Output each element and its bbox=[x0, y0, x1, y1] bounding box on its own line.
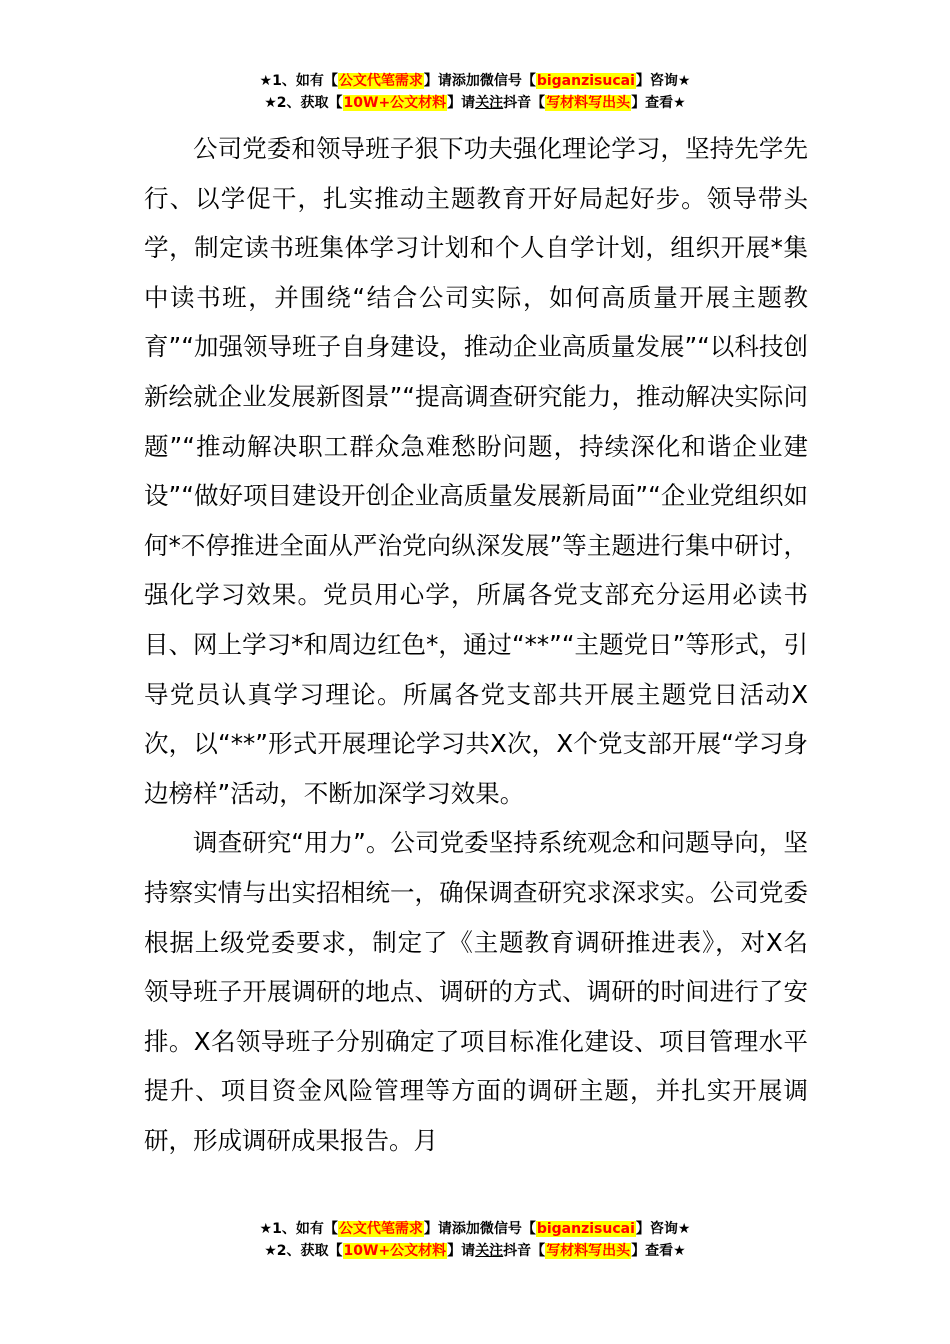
highlight-text: biganzisucai bbox=[536, 73, 635, 89]
banner-text: 】请 bbox=[447, 95, 476, 111]
highlight-text: 10W+公文材料 bbox=[343, 1243, 447, 1259]
header-banner bbox=[0, 70, 950, 114]
banner-text: 微信号【 bbox=[479, 73, 536, 89]
highlight-text: biganzisucai bbox=[536, 1221, 635, 1237]
banner-text: 】请 bbox=[423, 1221, 452, 1237]
banner-text: 】请 bbox=[423, 73, 452, 89]
document-body bbox=[144, 124, 808, 1165]
banner-line-2 bbox=[0, 1240, 950, 1262]
highlight-text: 写材料写出头 bbox=[546, 1243, 631, 1259]
banner-text: 抖音【 bbox=[503, 95, 546, 111]
banner-text: 】咨询★ bbox=[635, 1221, 691, 1237]
banner-text: ★1、如有【 bbox=[259, 1221, 338, 1237]
paragraph: 调查研究“用力”。公司党委坚持系统观念和问题导向，坚持察实情与出实招相统一，确保调查研究求深求实。公司党委根据上级党委要求，制定了《主题教育调研推进表》，对X名领导班子开展调研的地点、调研的方式、调研的时间进行了安排。X名领导班子分别确定了项目标准化建设、项目管理水平提升、项目资金风险管理等方面的调研主题，并扎实开展调研，形成调研成果报告。月 bbox=[144, 828, 808, 1155]
banner-text: 添加 bbox=[451, 1221, 480, 1237]
banner-line-1 bbox=[0, 70, 950, 92]
banner-line-2 bbox=[0, 92, 950, 114]
banner-text: ★2、获取【 bbox=[264, 1243, 343, 1259]
footer-banner bbox=[0, 1218, 950, 1262]
banner-text: 】咨询★ bbox=[635, 73, 691, 89]
banner-text: 添加 bbox=[451, 73, 480, 89]
banner-line-1 bbox=[0, 1218, 950, 1240]
highlight-text: 10W+公文材料 bbox=[343, 95, 447, 111]
paragraph: 公司党委和领导班子狠下功夫强化理论学习，坚持先学先行、以学促干，扎实推动主题教育开好局起好步。领导带头学，制定读书班集体学习计划和个人自学计划，组织开展*集中读书班，并围绕“结合公司实际，如何高质量开展主题教育”“加强领导班子自身建设，推动企业高质量发展”“以科技创新绘就企业发展新图景”“提高调查研究能力，推动解决实际问题”“推动解决职工群众急难愁盼问题，持续深化和谐企业建设”“做好项目建设开创企业高质量发展新局面”“企业党组织如何*不停推进全面从严治党向纵深发展”等主题进行集中研讨，强化学习效果。党员用心学，所属各党支部充分运用必读书目、网上学习*和周边红色*，通过“**”“主题党日”等形式，引导党员认真学习理论。所属各党支部共开展主题党日活动X次，以“**”形式开展理论学习共X次，X个党支部开展“学习身边榜样”活动，不断加深学习效果。 bbox=[144, 134, 808, 808]
banner-text: ★2、获取【 bbox=[264, 95, 343, 111]
banner-text: 】查看★ bbox=[631, 95, 686, 111]
banner-text: 微信号【 bbox=[479, 1221, 536, 1237]
banner-text: 关注 bbox=[475, 1243, 504, 1259]
highlight-text: 写材料写出头 bbox=[546, 95, 631, 111]
banner-text: 抖音【 bbox=[503, 1243, 546, 1259]
banner-text: 】请 bbox=[447, 1243, 476, 1259]
banner-text: ★1、如有【 bbox=[259, 73, 338, 89]
highlight-text: 公文代笔需求 bbox=[338, 1221, 423, 1237]
banner-text: 关注 bbox=[475, 95, 504, 111]
banner-text: 】查看★ bbox=[631, 1243, 686, 1259]
highlight-text: 公文代笔需求 bbox=[338, 73, 423, 89]
